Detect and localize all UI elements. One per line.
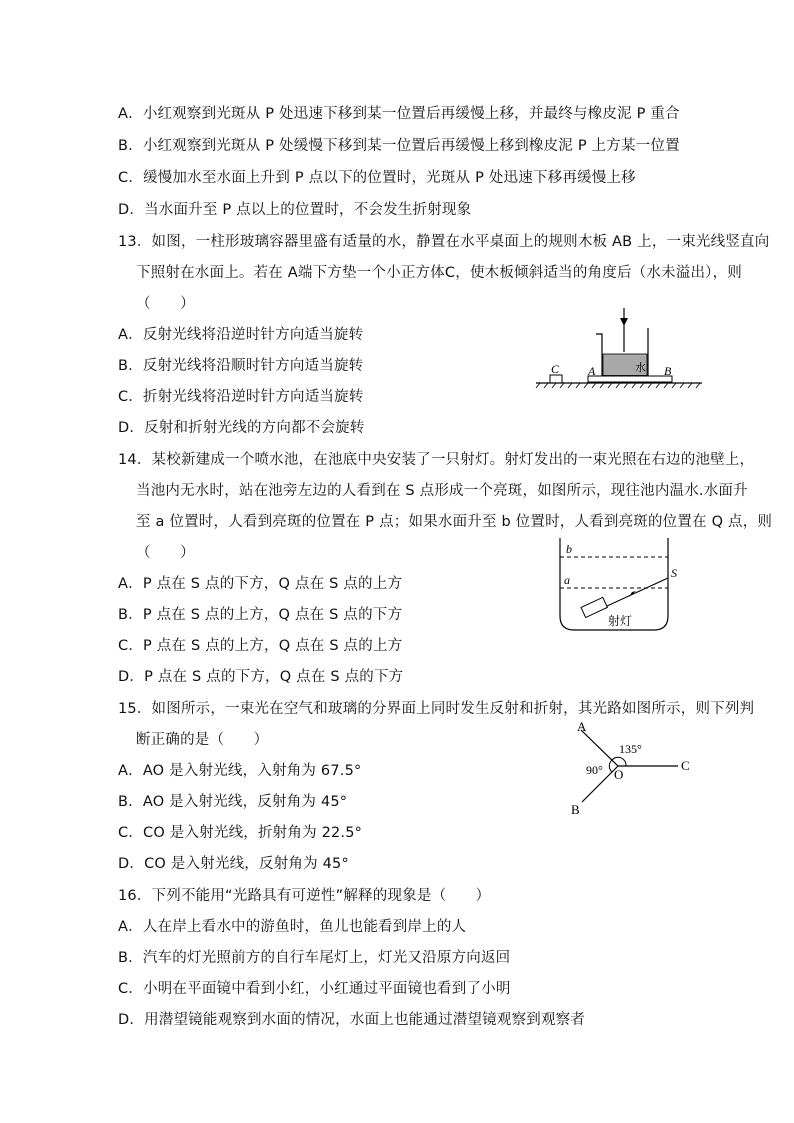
q13-figure: [532, 306, 708, 396]
q14-option-a: A．P 点在 S 点的下方，Q 点在 S 点的上方: [118, 576, 403, 592]
q14-figure: [550, 536, 690, 636]
q12-option-c: C．缓慢加水至水面上升到 P 点以下的位置时，光斑从 P 处迅速下移再缓慢上移: [118, 170, 636, 186]
q16-option-a: A．人在岸上看水中的游鱼时，鱼儿也能看到岸上的人: [118, 919, 467, 935]
q15-angle-90: 90°: [586, 763, 603, 777]
q15-option-d: D．CO 是入射光线，反射角为 45°: [118, 856, 349, 872]
q16-option-c: C．小明在平面镜中看到小红，小红通过平面镜也看到了小明: [118, 981, 511, 997]
q15-label-c: C: [681, 758, 690, 773]
q14-stem-line-2: 当池内无水时，站在池旁左边的人看到在 S 点形成一个亮斑，如图所示，现往池内温水.水面升: [136, 483, 748, 499]
q15-figure: [566, 718, 706, 822]
q15-option-b: B．AO 是入射光线，反射角为 45°: [118, 794, 348, 810]
q13-option-d: D．反射和折射光线的方向都不会旋转: [118, 420, 365, 436]
q14-answer-blank: （ ）: [136, 545, 195, 561]
q15-label-b: B: [571, 802, 580, 817]
q16-stem: 16．下列不能用“光路具有可逆性”解释的现象是（ ）: [118, 888, 491, 904]
q15-angle-135: 135°: [619, 742, 642, 756]
q15-option-c: C．CO 是入射光线，折射角为 22.5°: [118, 825, 363, 841]
q15-label-a: A: [577, 719, 587, 734]
q15-stem-line-2: 断正确的是（ ）: [136, 732, 269, 748]
q14-stem-line-1: 14．某校新建成一个喷水池，在池底中央安装了一只射灯。射灯发出的一束光照在右边的池壁上，: [118, 452, 755, 468]
q13-option-a: A．反射光线将沿逆时针方向适当旋转: [118, 327, 364, 343]
q13-option-c: C．折射光线将沿逆时针方向适当旋转: [118, 389, 364, 405]
q14-option-c: C．P 点在 S 点的上方，Q 点在 S 点的上方: [118, 638, 403, 654]
q13-stem-line-1: 13．如图，一柱形玻璃容器里盛有适量的水，静置在水平桌面上的规则木板 AB 上，一束光线竖直向: [118, 234, 770, 250]
q15-option-a: A．AO 是入射光线，入射角为 67.5°: [118, 763, 362, 779]
q14-label-b: b: [566, 542, 572, 556]
q16-option-d: D．用潜望镜能观察到水面的情况，水面上也能通过潜望镜观察到观察者: [118, 1012, 586, 1028]
q13-stem-line-2: 下照射在水面上。若在 A端下方垫一个小正方体C，使木板倾斜适当的角度后（水未溢出），则: [136, 265, 742, 281]
q13-label-b: B: [664, 364, 672, 378]
q12-option-d: D．当水面升至 P 点以上的位置时，不会发生折射现象: [118, 202, 472, 218]
q14-stem-line-3: 至 a 位置时，人看到亮斑的位置在 P 点；如果水面升至 b 位置时，人看到亮斑的位置在 Q 点，则: [136, 514, 773, 530]
q14-label-lamp: 射灯: [608, 614, 633, 628]
q16-option-b: B．汽车的灯光照前方的自行车尾灯上，灯光又沿原方向返回: [118, 950, 511, 966]
q14-option-d: D．P 点在 S 点的下方，Q 点在 S 点的下方: [118, 669, 404, 685]
q15-label-o: O: [614, 767, 624, 782]
q12-option-b: B．小红观察到光斑从 P 处缓慢下移到某一位置后再缓慢上移到橡皮泥 P 上方某一位置: [118, 138, 680, 154]
q13-label-c: C: [551, 362, 560, 376]
q14-label-a: a: [564, 573, 570, 587]
q12-option-a: A．小红观察到光斑从 P 处迅速下移到某一位置后再缓慢上移，并最终与橡皮泥 P 重合: [118, 106, 680, 122]
q13-answer-blank: （ ）: [136, 296, 195, 312]
q13-label-water: 水: [635, 362, 646, 374]
q13-option-b: B．反射光线将沿顺时针方向适当旋转: [118, 358, 364, 374]
q14-label-s: S: [671, 566, 677, 580]
q15-stem-line-1: 15．如图所示，一束光在空气和玻璃的分界面上同时发生反射和折射，其光路如图所示，则下列判: [118, 701, 755, 717]
q14-option-b: B．P 点在 S 点的上方，Q 点在 S 点的下方: [118, 607, 403, 623]
q13-label-a: A: [588, 364, 596, 378]
